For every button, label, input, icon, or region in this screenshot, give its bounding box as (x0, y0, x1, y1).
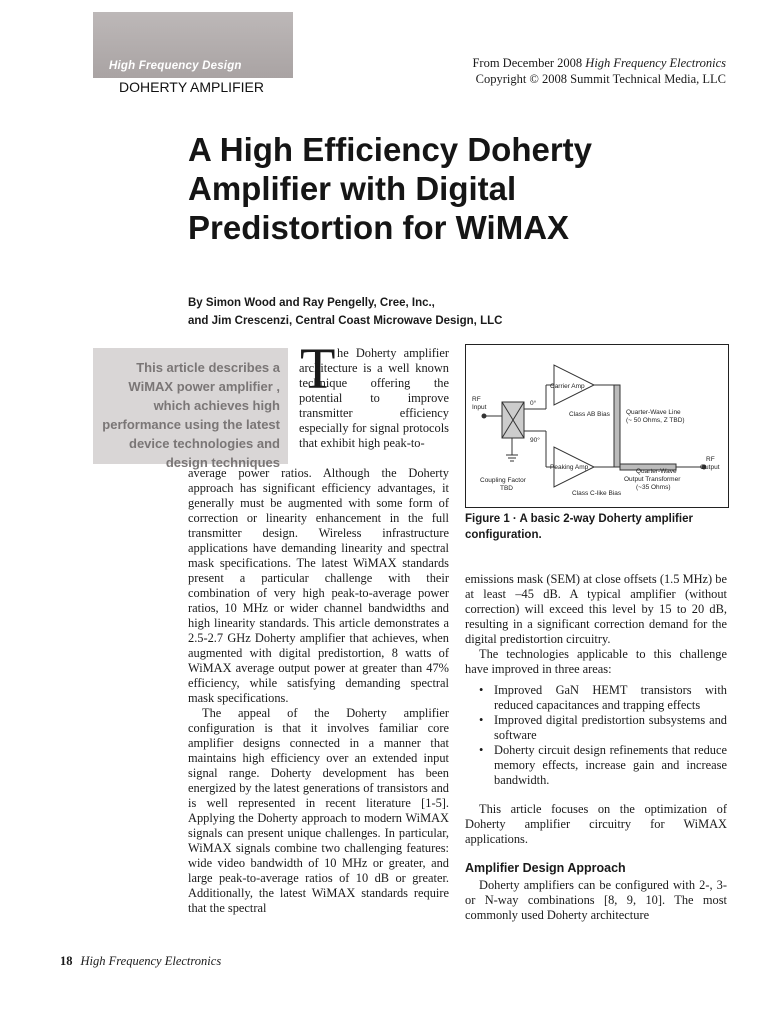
source-journal: High Frequency Electronics (585, 56, 726, 70)
source-line (472, 55, 726, 71)
intro-first-text: he Doherty amplifier architecture is a well known technique offering the potential to improve transmitter efficiency especially for signal protocols that exhibit high peak-to- (299, 346, 449, 450)
intro-continuation: average power ratios. Although the Doherty approach has significant efficiency advantages, it generally must be augmented with some form of correction or linearity enhancement in the full transmitter design. Wireless infrastructure applications have demanding linearity and spectral mask specifications. The latest WiMAX standards present a particular challenge with their combination of very high peak-to-average power ratios, 10 MHz or wider channel bandwidths and high linearity standards. This article demonstrates a 2.5-2.7 GHz Doherty amplifier that achieves, when augmented with digital predistortion, 8 watts of WiMAX average output power at greater than 47% efficiency, while satisfying demanding spectral mask specifications. (188, 466, 449, 705)
quarter-wave-line (614, 385, 620, 467)
rf-input-port (482, 414, 487, 419)
rf-output-label-2: Output (700, 464, 720, 471)
article-title: A High Efficiency Doherty Amplifier with Digital Predistortion for WiMAX (188, 131, 593, 246)
intro-paragraph-start (299, 346, 449, 451)
rf-input-label-2: Input (472, 404, 487, 411)
author-line-1: By Simon Wood and Ray Pengelly, Cree, Inc., (188, 297, 435, 309)
col2-paragraph-2: The technologies applicable to this challenge have improved in three areas: (465, 647, 727, 676)
qwt-label-1: Quarter-Wave (636, 468, 677, 475)
drop-cap: T (300, 336, 336, 401)
body-column-1 (188, 466, 449, 916)
figure-caption: Figure 1 · A basic 2-way Doherty amplifier configuration. (465, 513, 693, 541)
list-item: • Doherty circuit design refinements that reduce memory effects, increase gain and increase bandwidth. (479, 743, 727, 788)
section-label: High Frequency Design (109, 60, 242, 72)
zero-deg-label: 0° (530, 400, 537, 407)
pullquote-text: This article describes a WiMAX power amplifier , which achieves high performance using the latest device technologies and design techniques (102, 360, 280, 470)
coupling-label-2: TBD (500, 485, 513, 492)
qwl-label-2: (~ 50 Ohms, Z TBD) (626, 417, 685, 424)
section-heading: Amplifier Design Approach (465, 861, 626, 875)
list-item: • Improved GaN HEMT transistors with reduced capacitances and trapping effects (479, 683, 727, 713)
subsection-label: DOHERTY AMPLIFIER (119, 79, 264, 95)
source-prefix: From December 2008 (472, 56, 586, 70)
qwt-label-2: Output Transformer (624, 476, 681, 483)
list-item: • Improved digital predistortion subsystems and software (479, 713, 727, 743)
class-c-label: Class C-like Bias (572, 490, 622, 497)
coupling-label-1: Coupling Factor (480, 477, 526, 484)
copyright-line: Copyright © 2008 Summit Technical Media, LLC (475, 72, 726, 86)
author-byline (188, 294, 502, 330)
rf-output-label-1: RF (706, 456, 715, 463)
carrier-amp-label: Carrier Amp (550, 383, 585, 390)
author-line-2: and Jim Crescenzi, Central Coast Microwave Design, LLC (188, 315, 503, 327)
footer-journal: High Frequency Electronics (80, 954, 222, 968)
class-ab-label: Class AB Bias (569, 411, 610, 418)
ninety-deg-label: 90° (530, 437, 540, 444)
qwt-label-3: (~35 Ohms) (636, 484, 671, 491)
col2-paragraph-3: This article focuses on the optimization of Doherty amplifier circuitry for WiMAX applications. (465, 802, 727, 846)
page-footer (60, 954, 221, 969)
figure-1-diagram (465, 344, 729, 508)
rf-input-label-1: RF (472, 396, 481, 403)
peaking-amp-label: Peaking Amp (550, 464, 589, 471)
pullquote-box (93, 348, 288, 470)
source-notice (472, 55, 726, 87)
qwl-label-1: Quarter-Wave Line (626, 409, 681, 416)
col2-paragraph-4: Doherty amplifiers can be configured with 2-, 3- or N-way combinations [8, 9, 10]. The most commonly used Doherty architecture (465, 878, 727, 922)
body-column-2 (465, 572, 727, 923)
paragraph-2: The appeal of the Doherty amplifier configuration is that it involves familiar core amplifier designs connected in a manner that maintains high efficiency over an extended input signal range. Doherty development has been energized by the latest generations of transistors and is well represented in recent literature [1-5]. Applying the Doherty approach to modern WiMAX signals can present unique challenges. In particular, WiMAX signals combine two challenging features: wide video bandwidth of 10 MHz or greater, and large peak-to-average ratios of 10 dB or greater. Additionally, the latest WiMAX standards require that the spectral (188, 706, 449, 915)
doherty-schematic (466, 345, 728, 507)
improvement-list (465, 683, 727, 788)
page-number: 18 (60, 954, 73, 968)
col2-paragraph-1: emissions mask (SEM) at close offsets (1.5 MHz) be at least –45 dB. A typical amplifier (without correction) will exceed this level by 15 to 20 dB, resulting in a significant correction demand for the digital predistortion circuitry. (465, 572, 727, 646)
